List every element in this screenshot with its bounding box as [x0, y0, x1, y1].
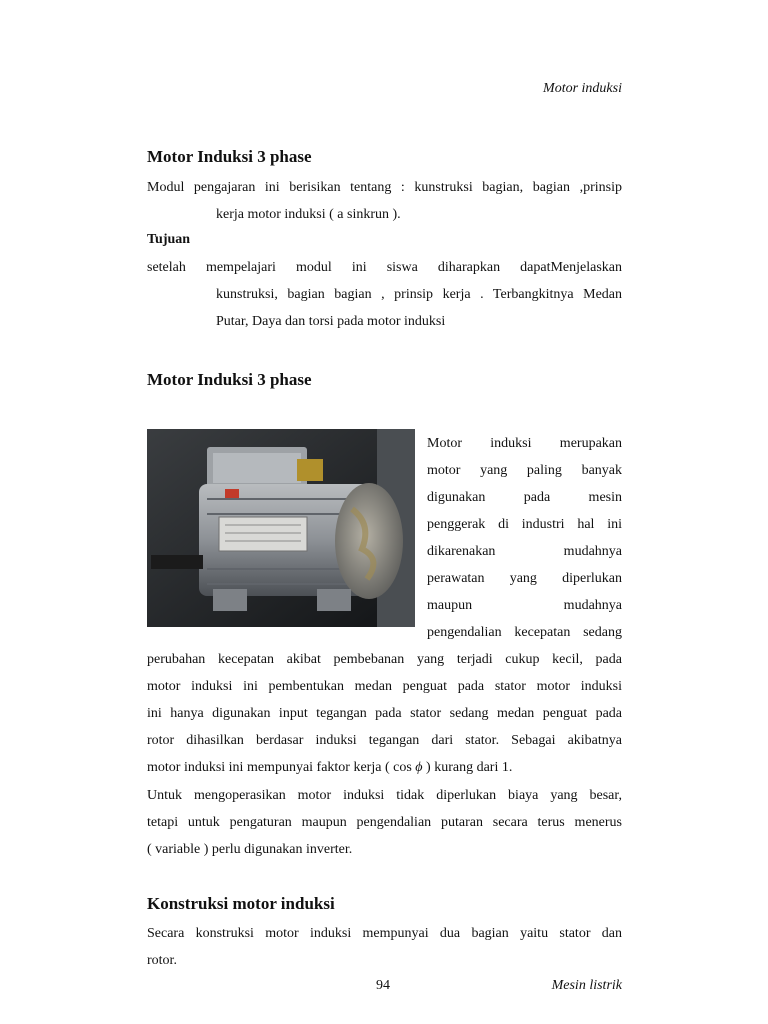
para1-line-5-pre: motor induksi ini mempunyai faktor kerja ( cos: [147, 760, 412, 775]
section-heading-1: Motor Induksi 3 phase: [147, 147, 312, 166]
tujuan-line-1: setelah mempelajari modul ini siswa diharapkan dapatMenjelaskan: [147, 260, 622, 275]
para1-line-3: ini hanya digunakan input tegangan pada stator sedang medan penguat pada: [147, 706, 622, 721]
page-number: 94: [376, 978, 390, 993]
para1-line-1: perubahan kecepatan akibat pembebanan yang terjadi cukup kecil, pada: [147, 652, 622, 667]
para2-line-3: ( variable ) perlu digunakan inverter.: [147, 842, 353, 857]
para2-line-1: Untuk mengoperasikan motor induksi tidak diperlukan biaya yang besar,: [147, 788, 622, 803]
wrap-line-6: perawatan yang diperlukan: [427, 571, 622, 586]
body-paragraph-2: [147, 782, 622, 863]
induction-motor-illustration: [147, 429, 415, 627]
para1-line-5: [147, 754, 622, 781]
section-heading-3: Konstruksi motor induksi: [147, 894, 335, 913]
induction-motor-photo: [147, 429, 415, 627]
wrap-line-1: Motor induksi merupakan: [427, 436, 622, 451]
wrap-text-column: [427, 430, 622, 646]
para1-line-4: rotor dihasilkan berdasar induksi tegangan dari stator. Sebagai akibatnya: [147, 733, 622, 748]
intro-line-2: kerja motor induksi ( a sinkrun ).: [216, 207, 401, 222]
tujuan-line-3: Putar, Daya dan torsi pada motor induksi: [216, 314, 446, 329]
intro-paragraph: [147, 174, 622, 228]
konstruksi-paragraph: [147, 920, 622, 974]
tujuan-line-2: kunstruksi, bagian bagian , prinsip kerja . Terbangkitnya Medan: [216, 287, 622, 302]
konstruksi-line-1: Secara konstruksi motor induksi mempunyai dua bagian yaitu stator dan: [147, 926, 622, 941]
wrap-line-5: dikarenakan mudahnya: [427, 544, 622, 559]
footer-book-title: Mesin listrik: [551, 978, 622, 993]
wrap-line-8: pengendalian kecepatan sedang: [427, 625, 622, 640]
para2-line-2: tetapi untuk pengaturan maupun pengendalian putaran secara terus menerus: [147, 815, 622, 830]
wrap-line-7: maupun mudahnya: [427, 598, 622, 613]
phi-symbol: ϕ: [415, 760, 423, 775]
wrap-line-2: motor yang paling banyak: [427, 463, 622, 478]
running-header: Motor induksi: [543, 81, 622, 96]
section-heading-2: Motor Induksi 3 phase: [147, 370, 312, 389]
intro-line-1: Modul pengajaran ini berisikan tentang : kunstruksi bagian, bagian ,prinsip: [147, 180, 622, 195]
para1-line-2: motor induksi ini pembentukan medan penguat pada stator motor induksi: [147, 679, 622, 694]
wrap-line-4: penggerak di industri hal ini: [427, 517, 622, 532]
tujuan-paragraph: [147, 254, 622, 335]
konstruksi-line-2: rotor.: [147, 953, 177, 968]
tujuan-label: Tujuan: [147, 232, 191, 247]
body-paragraph-1: [147, 646, 622, 781]
para1-line-5-post: ) kurang dari 1.: [422, 760, 513, 775]
wrap-line-3: digunakan pada mesin: [427, 490, 622, 505]
